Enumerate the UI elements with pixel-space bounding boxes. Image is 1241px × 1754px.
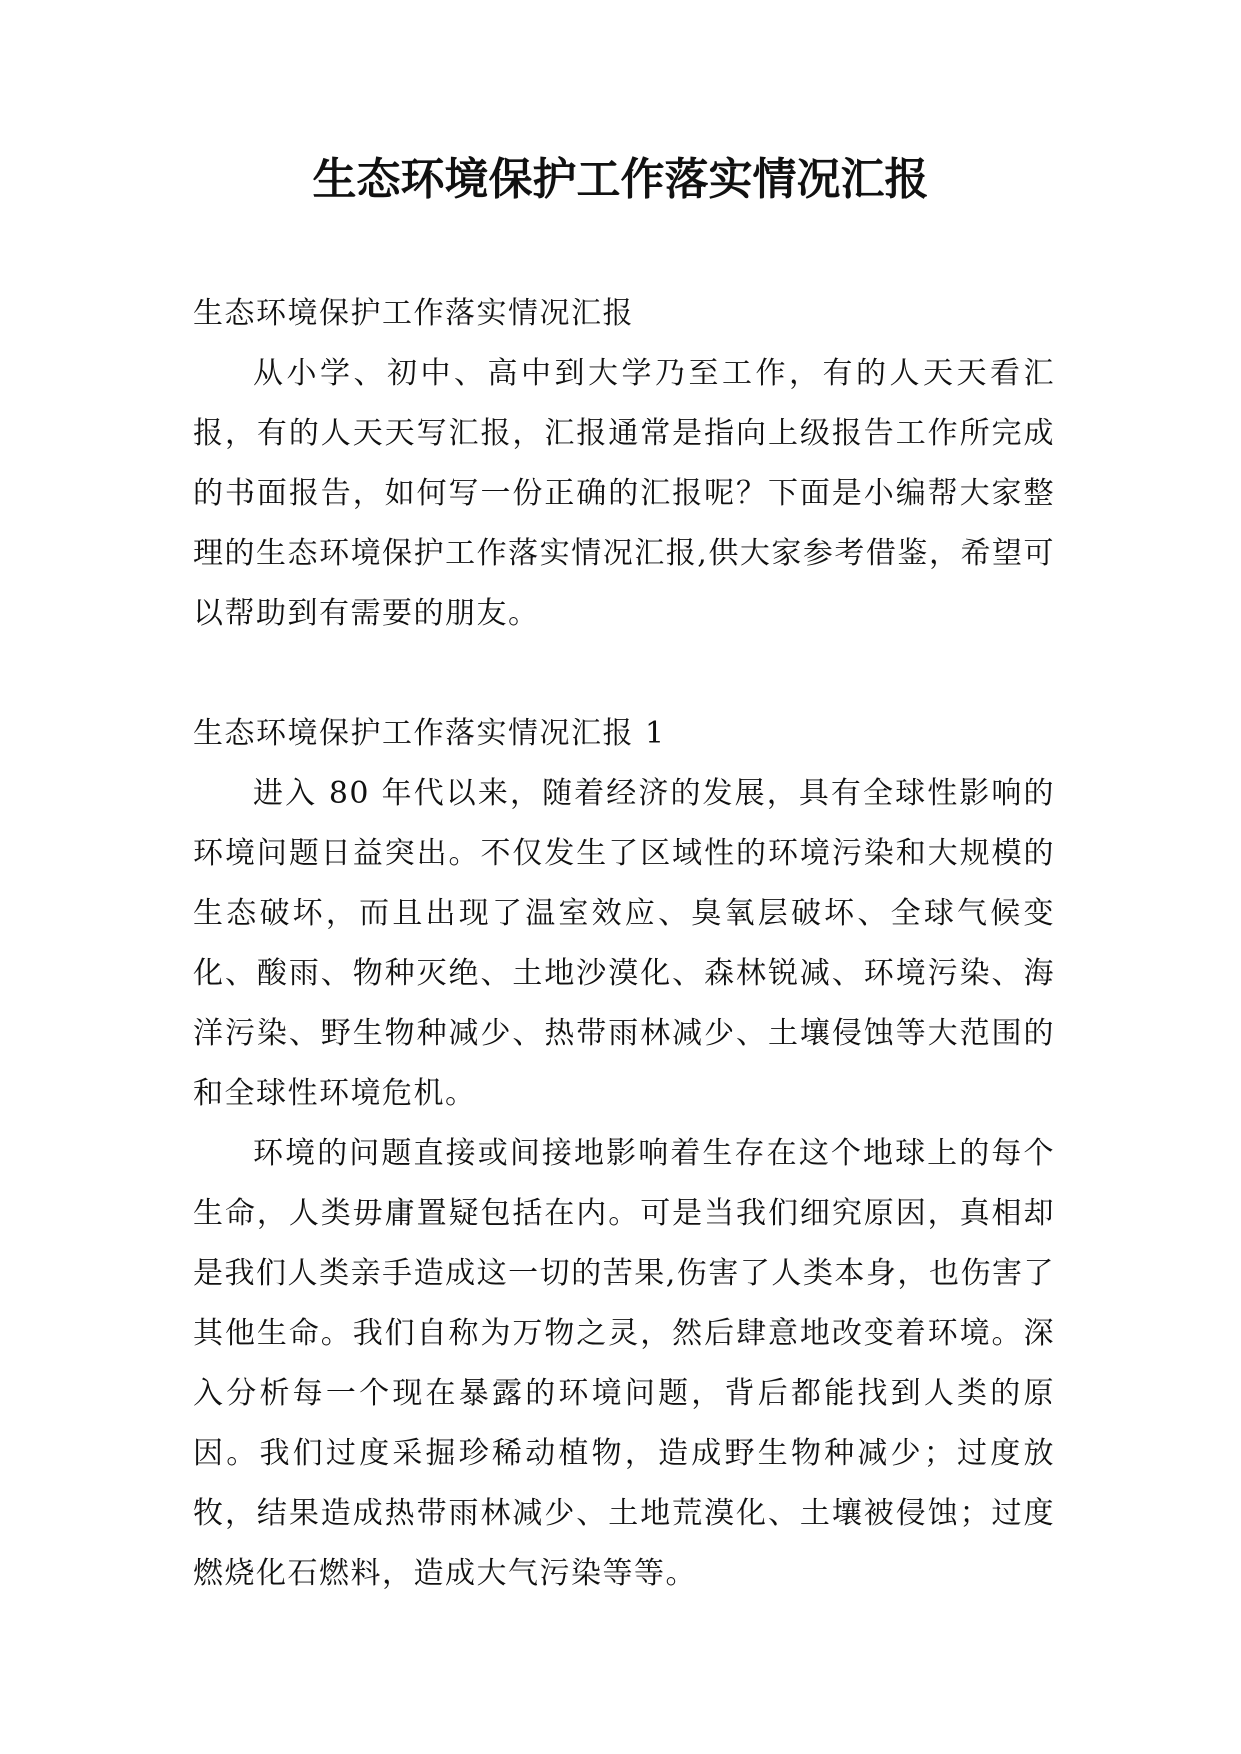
section-spacer (193, 644, 1055, 704)
document-title: 生态环境保护工作落实情况汇报 (312, 154, 929, 205)
document-body (193, 284, 1055, 1604)
section-1-heading: 生态环境保护工作落实情况汇报 1 (193, 716, 666, 751)
intro-paragraph: 从小学、初中、高中到大学乃至工作，有的人天天看汇报，有的人天天写汇报，汇报通常是指向上级报告工作所完成的书面报告，如何写一份正确的汇报呢？下面是小编帮大家整理的生态环境保护工作落实情况汇报,供大家参考借鉴，希望可以帮助到有需要的朋友。 (193, 356, 1055, 631)
intro-heading: 生态环境保护工作落实情况汇报 (193, 296, 634, 331)
section-1-paragraph-1: 进入 80 年代以来，随着经济的发展，具有全球性影响的环境问题日益突出。不仅发生了区域性的环境污染和大规模的生态破坏，而且出现了温室效应、臭氧层破坏、全球气候变化、酸雨、物种灭绝、土地沙漠化、森林锐减、环境污染、海洋污染、野生物种减少、热带雨林减少、土壤侵蚀等大范围的和全球性环境危机。 (193, 776, 1055, 1111)
section-1-paragraph-2: 环境的问题直接或间接地影响着生存在这个地球上的每个生命，人类毋庸置疑包括在内。可是当我们细究原因，真相却是我们人类亲手造成这一切的苦果,伤害了人类本身，也伤害了其他生命。我们自称为万物之灵，然后肆意地改变着环境。深入分析每一个现在暴露的环境问题，背后都能找到人类的原因。我们过度采掘珍稀动植物，造成野生物种减少；过度放牧，结果造成热带雨林减少、土地荒漠化、土壤被侵蚀；过度燃烧化石燃料，造成大气污染等等。 (193, 1136, 1055, 1591)
